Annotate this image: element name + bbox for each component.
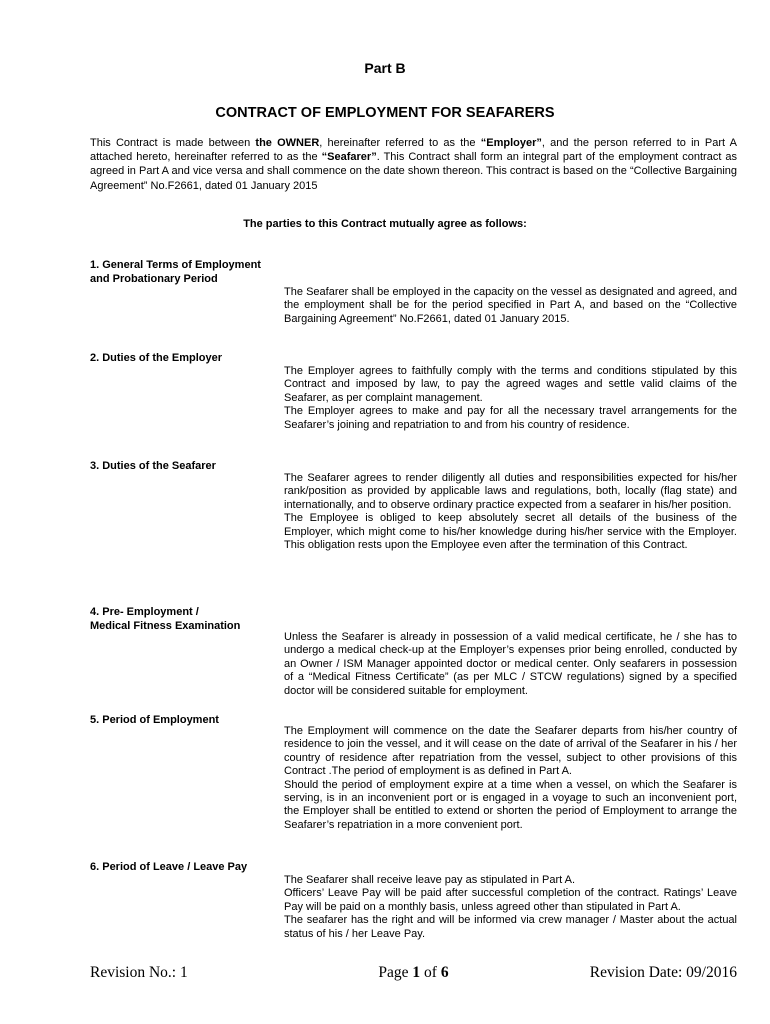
section-3-paragraph-1: The Seafarer agrees to render diligently all duties and responsibilities expected for his/her rank/position as provided by applicable laws and regulations, both, locally (flag state) and internationally, and to observe ordinary practice expected from a seafarer in his/her position. (284, 472, 737, 511)
section-1-body (284, 286, 737, 326)
intro-seafarer: “Seafarer” (321, 151, 377, 164)
intro-paragraph (90, 136, 737, 193)
section-2-paragraph-1: The Employer agrees to faithfully comply with the terms and conditions stipulated by this Contract and imposed by law, to pay the agreed wages and settle valid claims of the Seafarer, as per complaint management. (284, 365, 737, 404)
section-5-heading-line-1: 5. Period of Employment (90, 714, 219, 726)
page-total: 6 (440, 964, 449, 981)
section-6-paragraph-3: The seafarer has the right and will be informed via crew manager / Master about the actual status of his / her Leave Pay. (284, 914, 737, 940)
intro-owner: the OWNER (255, 137, 320, 149)
revision-number: Revision No.: 1 (90, 964, 188, 981)
section-5-body (284, 725, 737, 832)
section-4-heading-line-1: 4. Pre- Employment / (90, 606, 199, 618)
intro-employer: “Employer” (480, 137, 542, 149)
section-3-paragraph-2: The Employee is obliged to keep absolutely secret all details of the business of the Employer, which might come to his/her knowledge during his/her service with the Employer. This obligation rests upon the Employee even after the termination of this Contract. (284, 512, 737, 552)
section-3-body (284, 472, 737, 552)
intro-text-3: , and the person referred to in Part A attached hereto, hereinafter referred to as the (90, 137, 737, 164)
page-of: of (420, 964, 441, 981)
intro-text-1: This Contract is made between (90, 137, 256, 149)
section-1-heading-line-1: 1. General Terms of Employment (90, 259, 261, 271)
page-prefix: Page (378, 964, 413, 981)
section-3-heading-line-1: 3. Duties of the Seafarer (90, 460, 216, 472)
section-2-heading-line-1: 2. Duties of the Employer (90, 352, 223, 364)
section-6-paragraph-2: Officers’ Leave Pay will be paid after successful completion of the contract. Ratings’ Leave Pay will be paid on a monthly basis, unless agreed other than stipulated in Part A. (284, 887, 737, 913)
agreement-line: The parties to this Contract mutually agree as follows: (243, 218, 527, 230)
section-6-paragraph-1: The Seafarer shall receive leave pay as stipulated in Part A. (284, 874, 576, 886)
section-4-heading (90, 605, 290, 633)
section-1-heading (90, 258, 290, 286)
section-1-heading-line-2: and Probationary Period (90, 273, 218, 285)
part-title: Part B (364, 60, 406, 76)
section-5-heading (90, 713, 290, 727)
section-4-heading-line-2: Medical Fitness Examination (90, 620, 241, 632)
section-6-body (284, 874, 737, 941)
section-2-paragraph-2: The Employer agrees to make and pay for all the necessary travel arrangements for the Seafarer’s joining and repatriation to and from his country of residence. (284, 405, 737, 431)
section-5-paragraph-1: The Employment will commence on the date the Seafarer departs from his/her country of residence to join the vessel, and it will cease on the date of arrival of the Seafarer in his / her country of residence after repatriation from the vessel, subject to other provisions of this Contract .The period of employment is as defined in Part A. (284, 725, 737, 778)
section-6-heading-line-1: 6. Period of Leave / Leave Pay (90, 861, 248, 873)
document-title: CONTRACT OF EMPLOYMENT FOR SEAFARERS (215, 105, 555, 121)
section-4-body (284, 631, 737, 698)
intro-text-4: . This Contract shall form an integral part of the employment contract as agreed in Part A and vice versa and shall commence on the date shown thereon. This contract is based on the “Collective Bargaining Agreement” No.F2661, dated 01 January 2015 (90, 151, 737, 192)
revision-date: Revision Date: 09/2016 (589, 964, 737, 981)
page-current: 1 (412, 964, 421, 981)
intro-text-2: , hereinafter referred to as the (319, 137, 481, 149)
section-1-paragraph-1: The Seafarer shall be employed in the capacity on the vessel as designated and agreed, and the employment shall be for the period specified in Part A, and based on the “Collective Bargaining Agreement” No.F2661, dated 01 January 2015. (284, 286, 737, 325)
page-footer (90, 964, 737, 986)
section-2-body (284, 365, 737, 432)
section-2-heading (90, 351, 290, 365)
section-6-heading (90, 860, 290, 874)
section-5-paragraph-2: Should the period of employment expire at a time when a vessel, on which the Seafarer is serving, is in an inconvenient port or is engaged in a voyage to such an inconvenient port, the Employer shall be entitled to extend or shorten the period of Employment to arrange the Seafarer’s repatriation in a more convenient port. (284, 778, 737, 831)
section-4-paragraph-1: Unless the Seafarer is already in possession of a valid medical certificate, he / she has to undergo a medical check-up at the Employer’s expenses prior being enrolled, conducted by an Owner / ISM Manager appointed doctor or medical center. Only seafarers in possession of a “Medical Fitness Certificate” (as per MLC / STCW regulations) signed by a specified doctor will be considered suitable for employment. (284, 631, 737, 697)
section-3-heading (90, 459, 290, 473)
